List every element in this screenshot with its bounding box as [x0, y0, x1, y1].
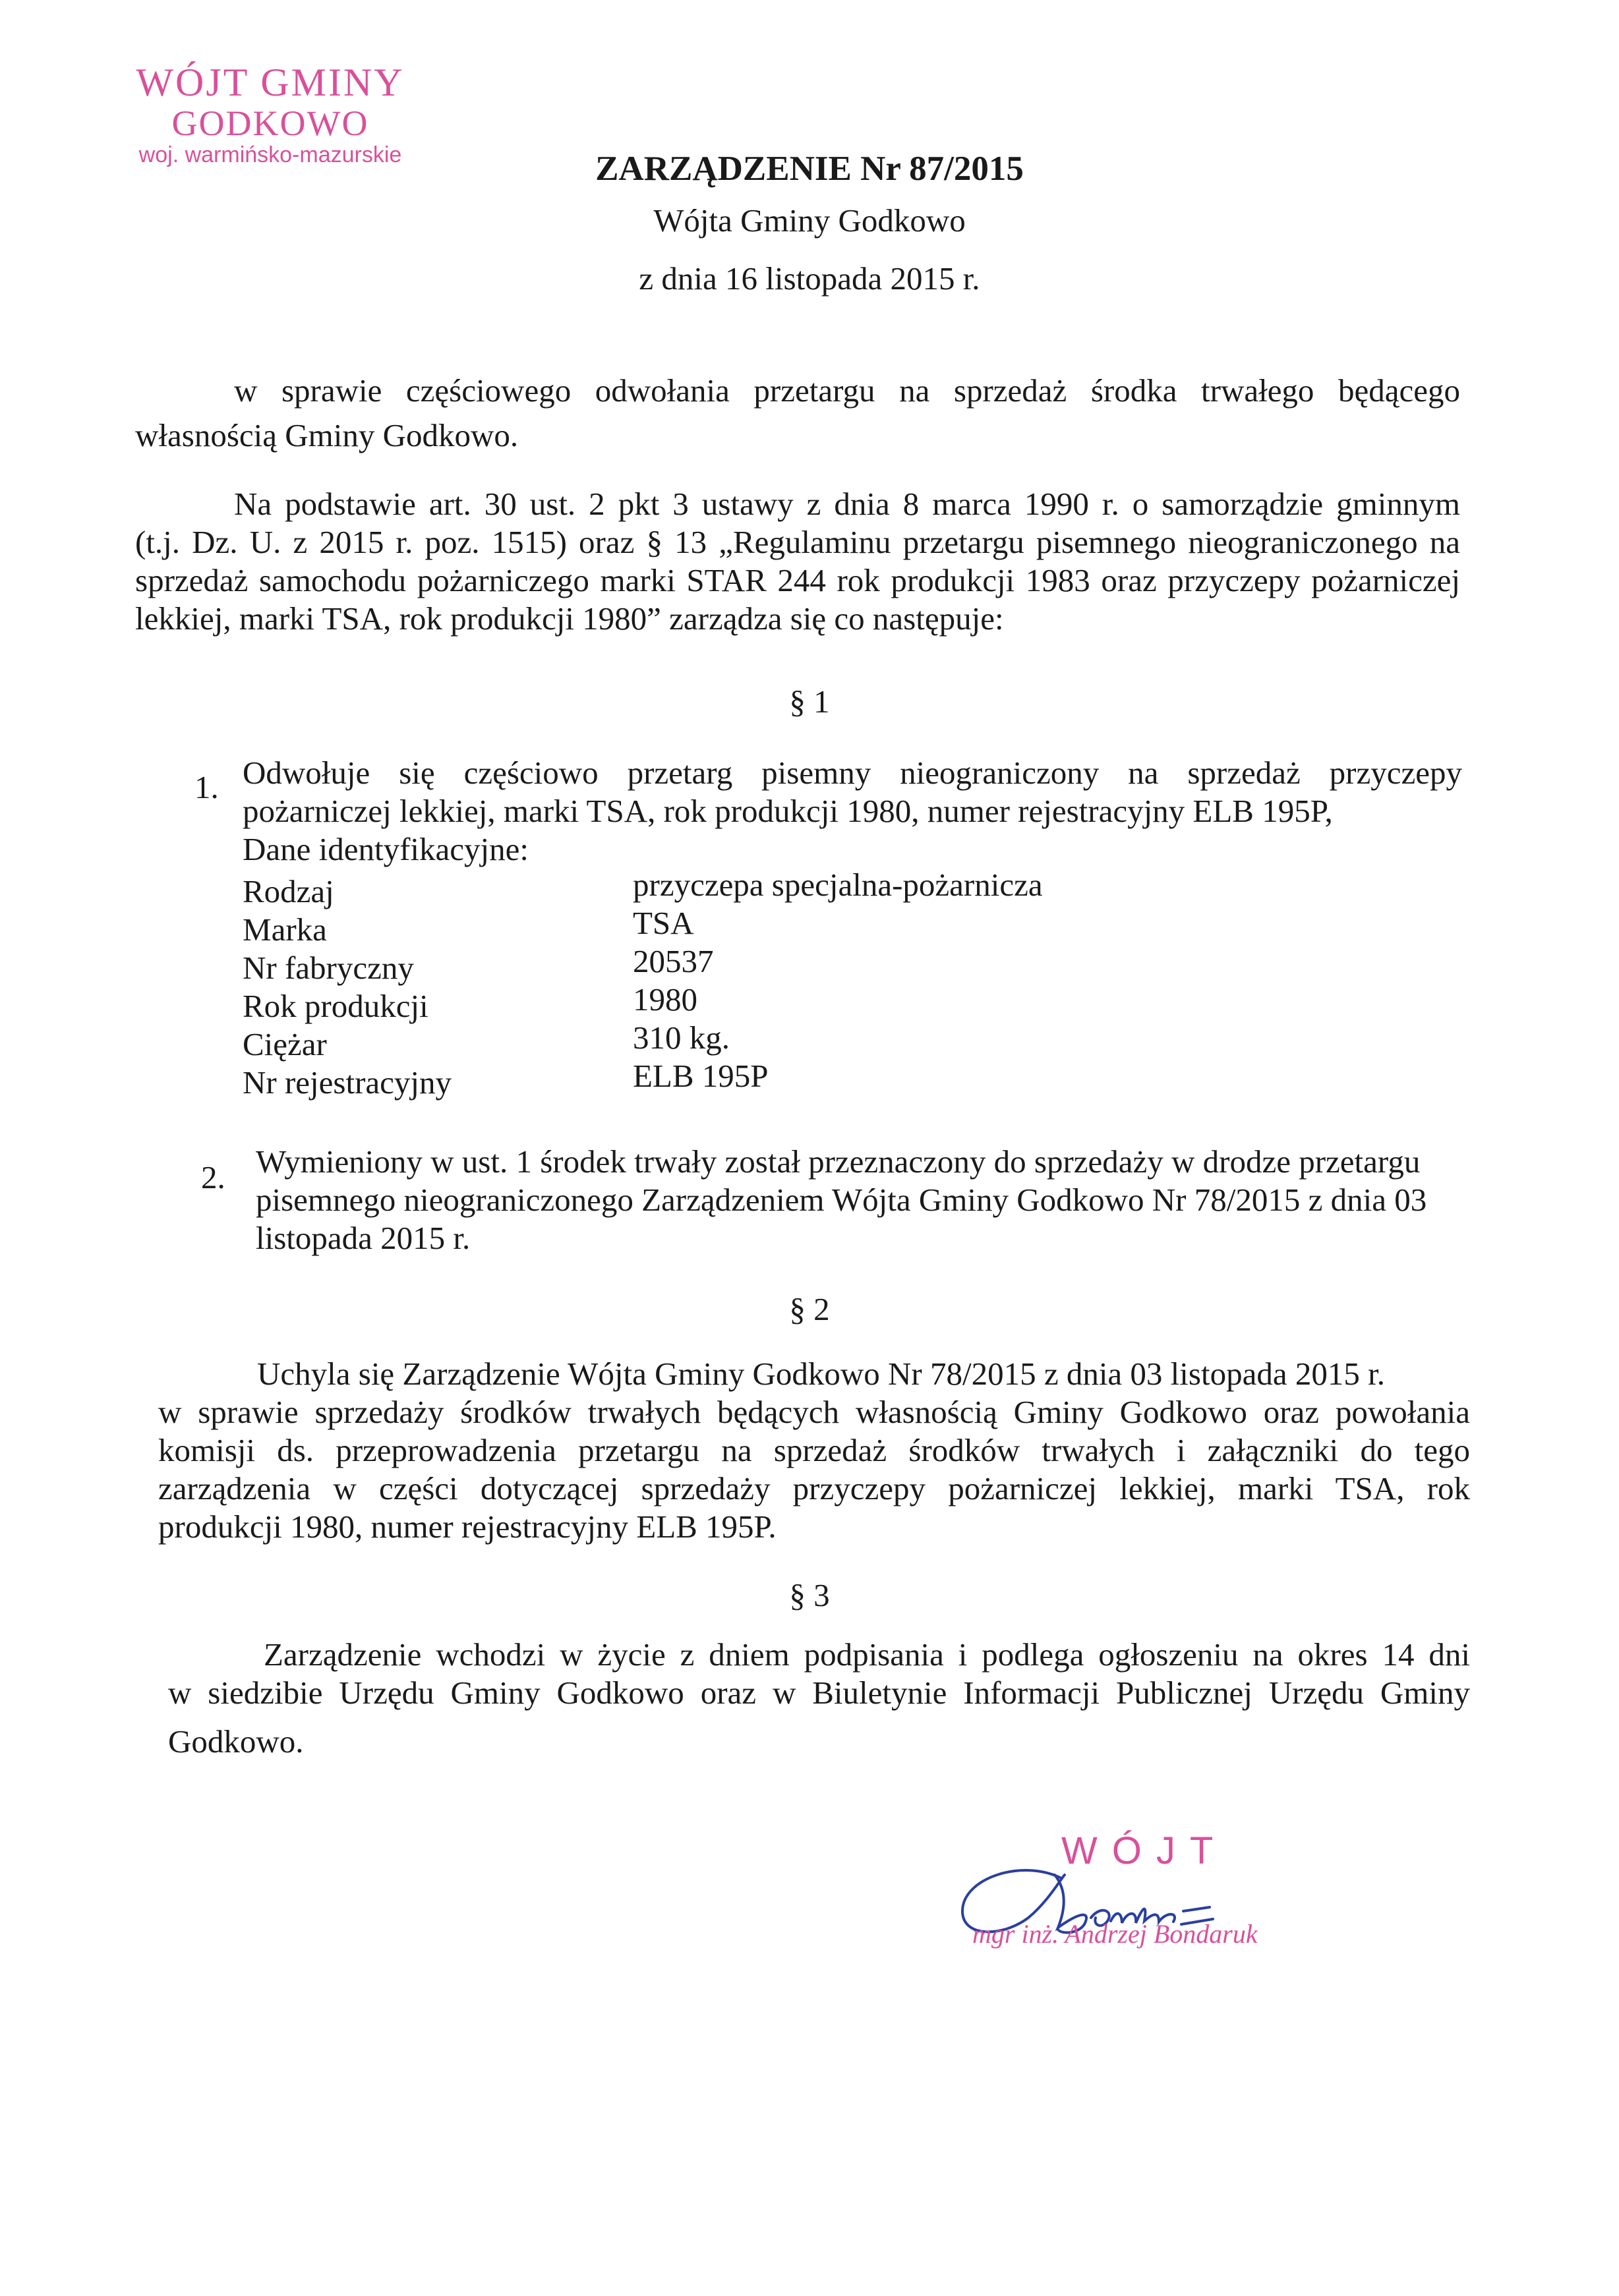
section-3-line-3: Godkowo. — [168, 1723, 304, 1760]
detail-label: Rok produkcji — [243, 988, 428, 1024]
document-title: ZARZĄDZENIE Nr 87/2015 — [595, 150, 1024, 188]
detail-label: Rodzaj — [243, 873, 334, 909]
detail-label: Nr rejestracyjny — [243, 1064, 452, 1101]
detail-label: Ciężar — [243, 1026, 327, 1062]
item-2-number: 2. — [201, 1159, 225, 1195]
section-2-line-5: produkcji 1980, numer rejestracyjny ELB 195P. — [158, 1508, 777, 1545]
subject-line-1: w sprawie częściowego odwołania przetargu na sprzedaż środka trwałego będącego — [234, 372, 1460, 409]
section-2-line-4: zarządzenia w części dotyczącej sprzedaży przyczepy pożarniczej lekkiej, marki TSA, rok — [158, 1470, 1470, 1507]
item-1-line-3: Dane identyfikacyjne: — [243, 831, 529, 867]
signatory-name: mgr inż. Andrzej Bondaruk — [972, 1919, 1258, 1949]
detail-value: 1980 — [633, 981, 697, 1018]
signature-title: WÓJT — [1061, 1829, 1228, 1872]
detail-value: TSA — [633, 905, 694, 941]
section-2-line-1: Uchyla się Zarządzenie Wójta Gminy Godkowo Nr 78/2015 z dnia 03 listopada 2015 r. — [257, 1356, 1385, 1392]
item-2-line-1: Wymieniony w ust. 1 środek trwały został przeznaczony do sprzedaży w drodze przetargu — [256, 1143, 1421, 1180]
basis-line-4: lekkiej, marki TSA, rok produkcji 1980” zarządza się co następuje: — [135, 600, 1004, 637]
item-2-line-2: pisemnego nieograniczonego Zarządzeniem Wójta Gminy Godkowo Nr 78/2015 z dnia 03 — [256, 1182, 1427, 1218]
section-3-line-1: Zarządzenie wchodzi w życie z dniem podpisania i podlega ogłoszeniu na okres 14 dni — [264, 1636, 1470, 1673]
section-2-line-3: komisji ds. przeprowadzenia przetargu na sprzedaż środków trwałych i załączniki do tego — [158, 1432, 1470, 1468]
item-2-line-3: listopada 2015 r. — [256, 1220, 471, 1256]
basis-line-3: sprzedaż samochodu pożarniczego marki STAR 244 rok produkcji 1983 oraz przyczepy pożarniczej — [135, 562, 1460, 598]
detail-value: ELB 195P — [633, 1058, 769, 1094]
stamp-line-3: woj. warmińsko-mazurskie — [138, 142, 402, 167]
subject-line-2: własnością Gminy Godkowo. — [135, 417, 519, 453]
basis-line-1: Na podstawie art. 30 ust. 2 pkt 3 ustawy z dnia 8 marca 1990 r. o samorządzie gminnym — [234, 486, 1460, 522]
section-1-heading: § 1 — [789, 683, 830, 720]
document-issuer: Wójta Gminy Godkowo — [653, 202, 966, 239]
basis-line-2: (t.j. Dz. U. z 2015 r. poz. 1515) oraz § 13 „Regulaminu przetargu pisemnego nieograniczonego na — [135, 524, 1460, 560]
detail-value: przyczepa specjalna-pożarnicza — [633, 867, 1043, 903]
detail-value: 20537 — [633, 943, 714, 979]
document-date: z dnia 16 listopada 2015 r. — [639, 260, 980, 297]
item-1-line-2: pożarniczej lekkiej, marki TSA, rok produkcji 1980, numer rejestracyjny ELB 195P, — [243, 793, 1333, 829]
detail-value: 310 kg. — [633, 1019, 730, 1056]
stamp-line-2: GODKOWO — [171, 103, 369, 143]
detail-label: Nr fabryczny — [243, 950, 414, 986]
item-1-number: 1. — [194, 769, 219, 805]
section-2-heading: § 2 — [789, 1291, 830, 1327]
section-3-heading: § 3 — [789, 1577, 830, 1613]
item-1-line-1: Odwołuje się częściowo przetarg pisemny nieograniczony na sprzedaż przyczepy — [243, 755, 1462, 791]
section-3-line-2: w siedzibie Urzędu Gminy Godkowo oraz w Biuletynie Informacji Publicznej Urzędu Gminy — [168, 1675, 1470, 1711]
stamp-line-1: WÓJT GMINY — [136, 61, 405, 104]
section-2-line-2: w sprawie sprzedaży środków trwałych będących własnością Gminy Godkowo oraz powołania — [158, 1394, 1470, 1430]
detail-label: Marka — [243, 911, 327, 948]
